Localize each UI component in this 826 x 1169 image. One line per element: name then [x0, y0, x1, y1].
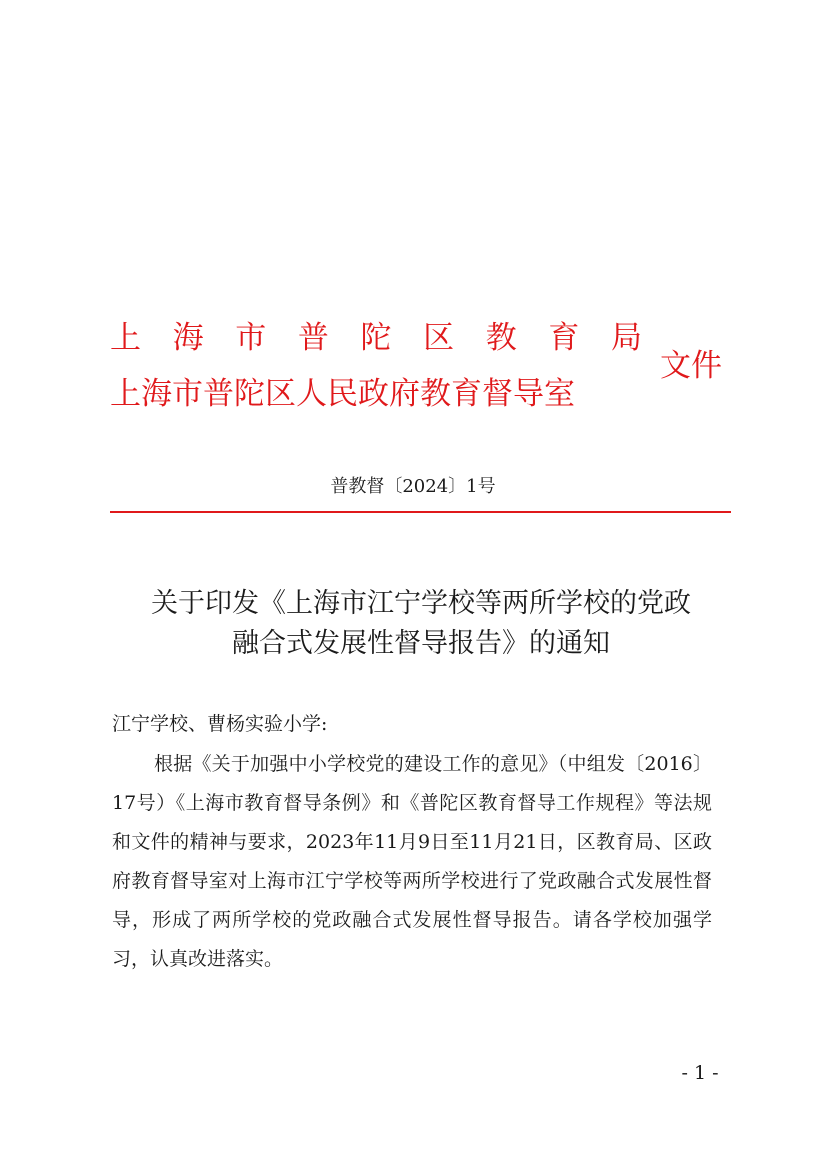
- document-number: 普教督〔2024〕1号: [330, 476, 496, 497]
- issuer-line-2: 上海市普陀区人民政府教育督导室: [110, 376, 575, 412]
- red-divider: [110, 511, 731, 513]
- title-line-1: 关于印发《上海市江宁学校等两所学校的党政: [151, 588, 691, 619]
- body-paragraph: 根据《关于加强中小学校党的建设工作的意见》（中组发〔2016〕17号）《上海市教育督导条例》和《普陀区教育督导工作规程》等法规和文件的精神与要求，2023年11月9日至11月21日，区教育局、区政府教育督导室对上海市江宁学校等两所学校进行了党政融合式发展性督导，形成了两所学校的党政融合式发展性督导报告。请各学校加强学习，认真改进落实。: [112, 753, 712, 970]
- file-label: 文件: [660, 348, 722, 384]
- page-number: - 1 -: [681, 1062, 719, 1084]
- issuer-line-1: 上海市普陀区教育局: [110, 320, 642, 356]
- document-header: [110, 318, 750, 418]
- salutation: 江宁学校、曹杨实验小学:: [112, 713, 328, 735]
- title-line-2: 融合式发展性督导报告》的通知: [232, 628, 610, 659]
